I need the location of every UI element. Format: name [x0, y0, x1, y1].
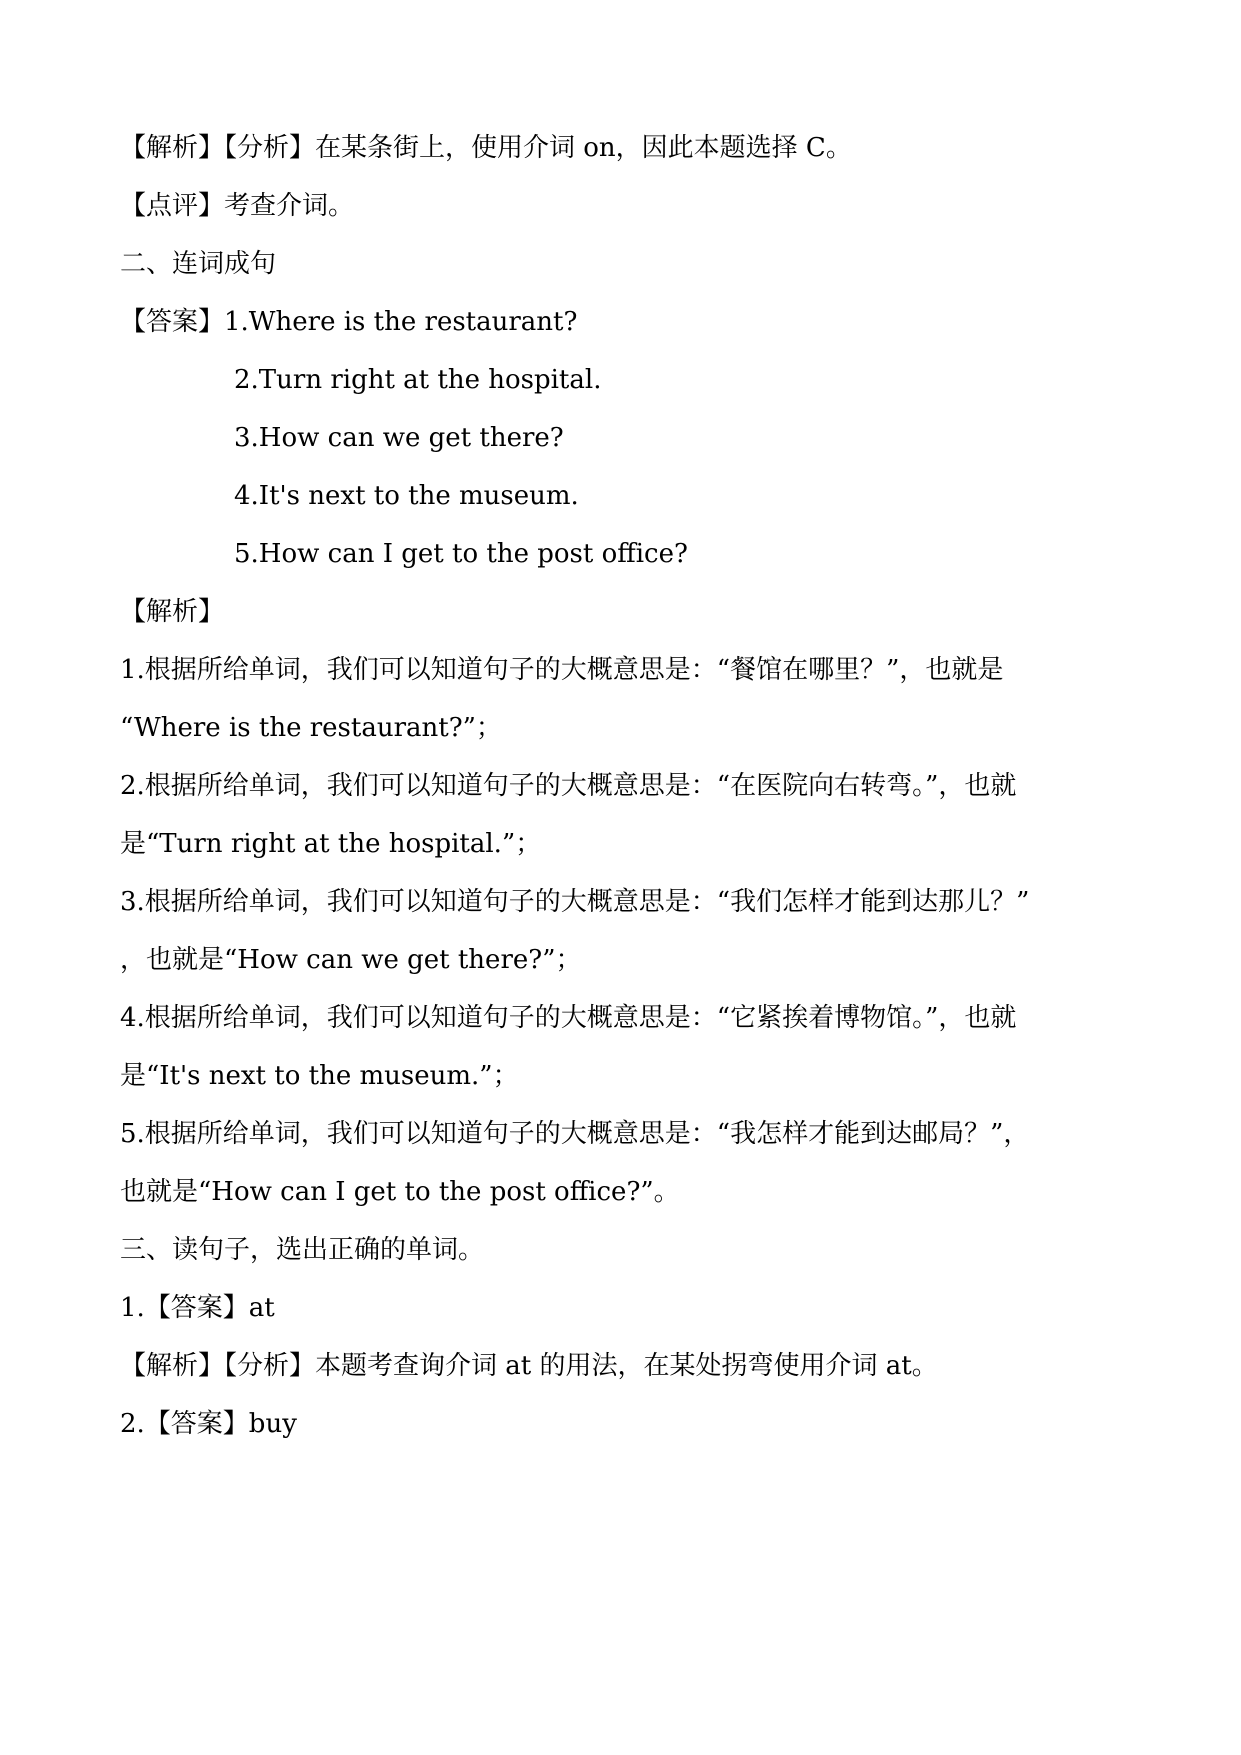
explanation-1b: “Where is the restaurant?”； — [120, 713, 502, 743]
explanation-5a: 5.根据所给单词，我们可以知道句子的大概意思是：“我怎样才能到达邮局？”， — [120, 1119, 1030, 1149]
explanation-1a: 1.根据所给单词，我们可以知道句子的大概意思是：“餐馆在哪里？”，也就是 — [120, 655, 1004, 685]
answer-line-5: 5.How can I get to the post office? — [234, 539, 688, 569]
explanation-2b: 是“Turn right at the hospital.”； — [120, 829, 542, 859]
answer-line-1: 【答案】1.Where is the restaurant? — [120, 307, 578, 337]
explanation-5b: 也就是“How can I get to the post office?”。 — [120, 1177, 680, 1207]
section-heading-3: 三、读句子，选出正确的单词。 — [120, 1235, 485, 1265]
q3-answer-2: 2.【答案】buy — [120, 1409, 297, 1439]
answer-line-3: 3.How can we get there? — [234, 423, 564, 453]
explanation-2a: 2.根据所给单词，我们可以知道句子的大概意思是：“在医院向右转弯。”，也就 — [120, 771, 1017, 801]
explanation-3a: 3.根据所给单词，我们可以知道句子的大概意思是：“我们怎样才能到达那儿？” — [120, 887, 1030, 917]
q3-answer-1: 1.【答案】at — [120, 1293, 275, 1323]
section-heading-2: 二、连词成句 — [120, 249, 277, 279]
analysis-line-c: 【解析】【分析】在某条街上，使用介词 on，因此本题选择 C。 — [120, 133, 852, 163]
analysis-heading: 【解析】 — [120, 597, 225, 627]
comment-line: 【点评】考查介词。 — [120, 191, 355, 221]
explanation-4a: 4.根据所给单词，我们可以知道句子的大概意思是：“它紧挨着博物馆。”，也就 — [120, 1003, 1017, 1033]
q3-analysis-1: 【解析】【分析】本题考查询介词 at 的用法，在某处拐弯使用介词 at。 — [120, 1351, 938, 1381]
answer-line-2: 2.Turn right at the hospital. — [234, 365, 602, 395]
answer-line-4: 4.It's next to the museum. — [234, 481, 579, 511]
explanation-3b: ，也就是“How can we get there?”； — [120, 945, 582, 975]
explanation-4b: 是“It's next to the museum.”； — [120, 1061, 519, 1091]
